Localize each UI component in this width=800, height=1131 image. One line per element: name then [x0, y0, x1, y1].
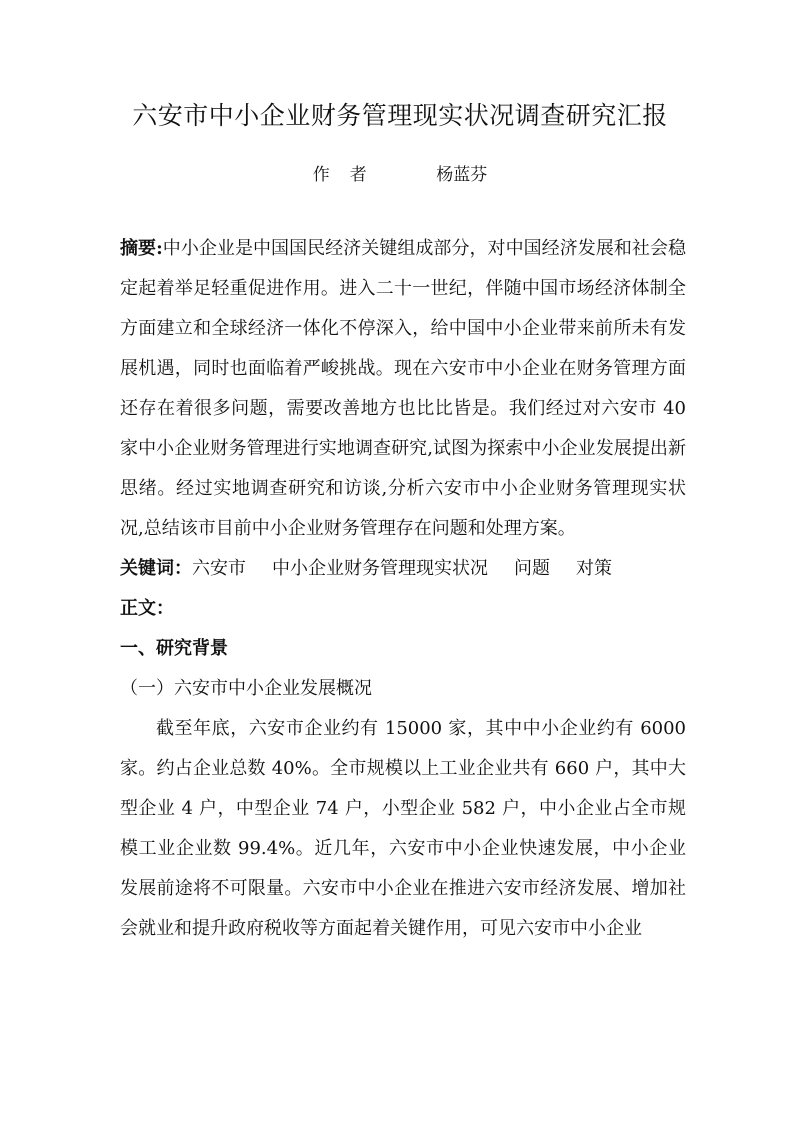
document-title: 六安市中小企业财务管理现实状况调查研究汇报	[132, 101, 668, 130]
subsection-heading: （一）六安市中小企业发展概况	[120, 678, 372, 699]
body-label: 正文：	[120, 598, 174, 619]
document-body	[120, 229, 686, 949]
keywords-line	[120, 549, 686, 589]
keyword-item: 对策	[576, 558, 612, 579]
abstract-paragraph	[120, 229, 686, 549]
abstract-label: 摘要:	[120, 238, 163, 259]
abstract-text: 中小企业是中国国民经济关键组成部分，对中国经济发展和社会稳定起着举足轻重促进作用。进入二十一世纪，伴随中国市场经济体制全方面建立和全球经济一体化不停深入，给中国中小企业带来前所未有发展机遇，同时也面临着严峻挑战。现在六安市中小企业在财务管理方面还存在着很多问题，需要改善地方也比比皆是。我们经过对六安市 40 家中小企业财务管理进行实地调查研究,试图为探索中小企业发展提出新思绪。经过实地调查研究和访谈,分析六安市中小企业财务管理现实状况,总结该市目前中小企业财务管理存在问题和处理方案。	[120, 238, 686, 539]
keyword-item: 中小企业财务管理现实状况	[272, 558, 488, 579]
body-paragraph: 截至年底，六安市企业约有 15000 家，其中中小企业约有 6000 家。约占企业总数 40%。全市规模以上工业企业共有 660 户，其中大型企业 4 户，中型企业 74 户，小型企业 582 户，中小企业占全市规模工业企业数 99.4%。近几年，六安市中小企业快速发展，中小企业发展前途将不可限量。六安市中小企业在推进六安市经济发展、增加社会就业和提升政府税收等方面起着关键作用，可见六安市中小企业	[120, 718, 686, 939]
author-line	[0, 161, 800, 189]
author-name: 杨蓝芬	[436, 165, 488, 185]
keywords-label: 关键词：	[120, 558, 192, 579]
keyword-item: 问题	[514, 558, 550, 579]
author-label: 作者	[312, 165, 387, 185]
keyword-item: 六安市	[192, 558, 246, 579]
section-heading: 一、研究背景	[120, 638, 228, 659]
